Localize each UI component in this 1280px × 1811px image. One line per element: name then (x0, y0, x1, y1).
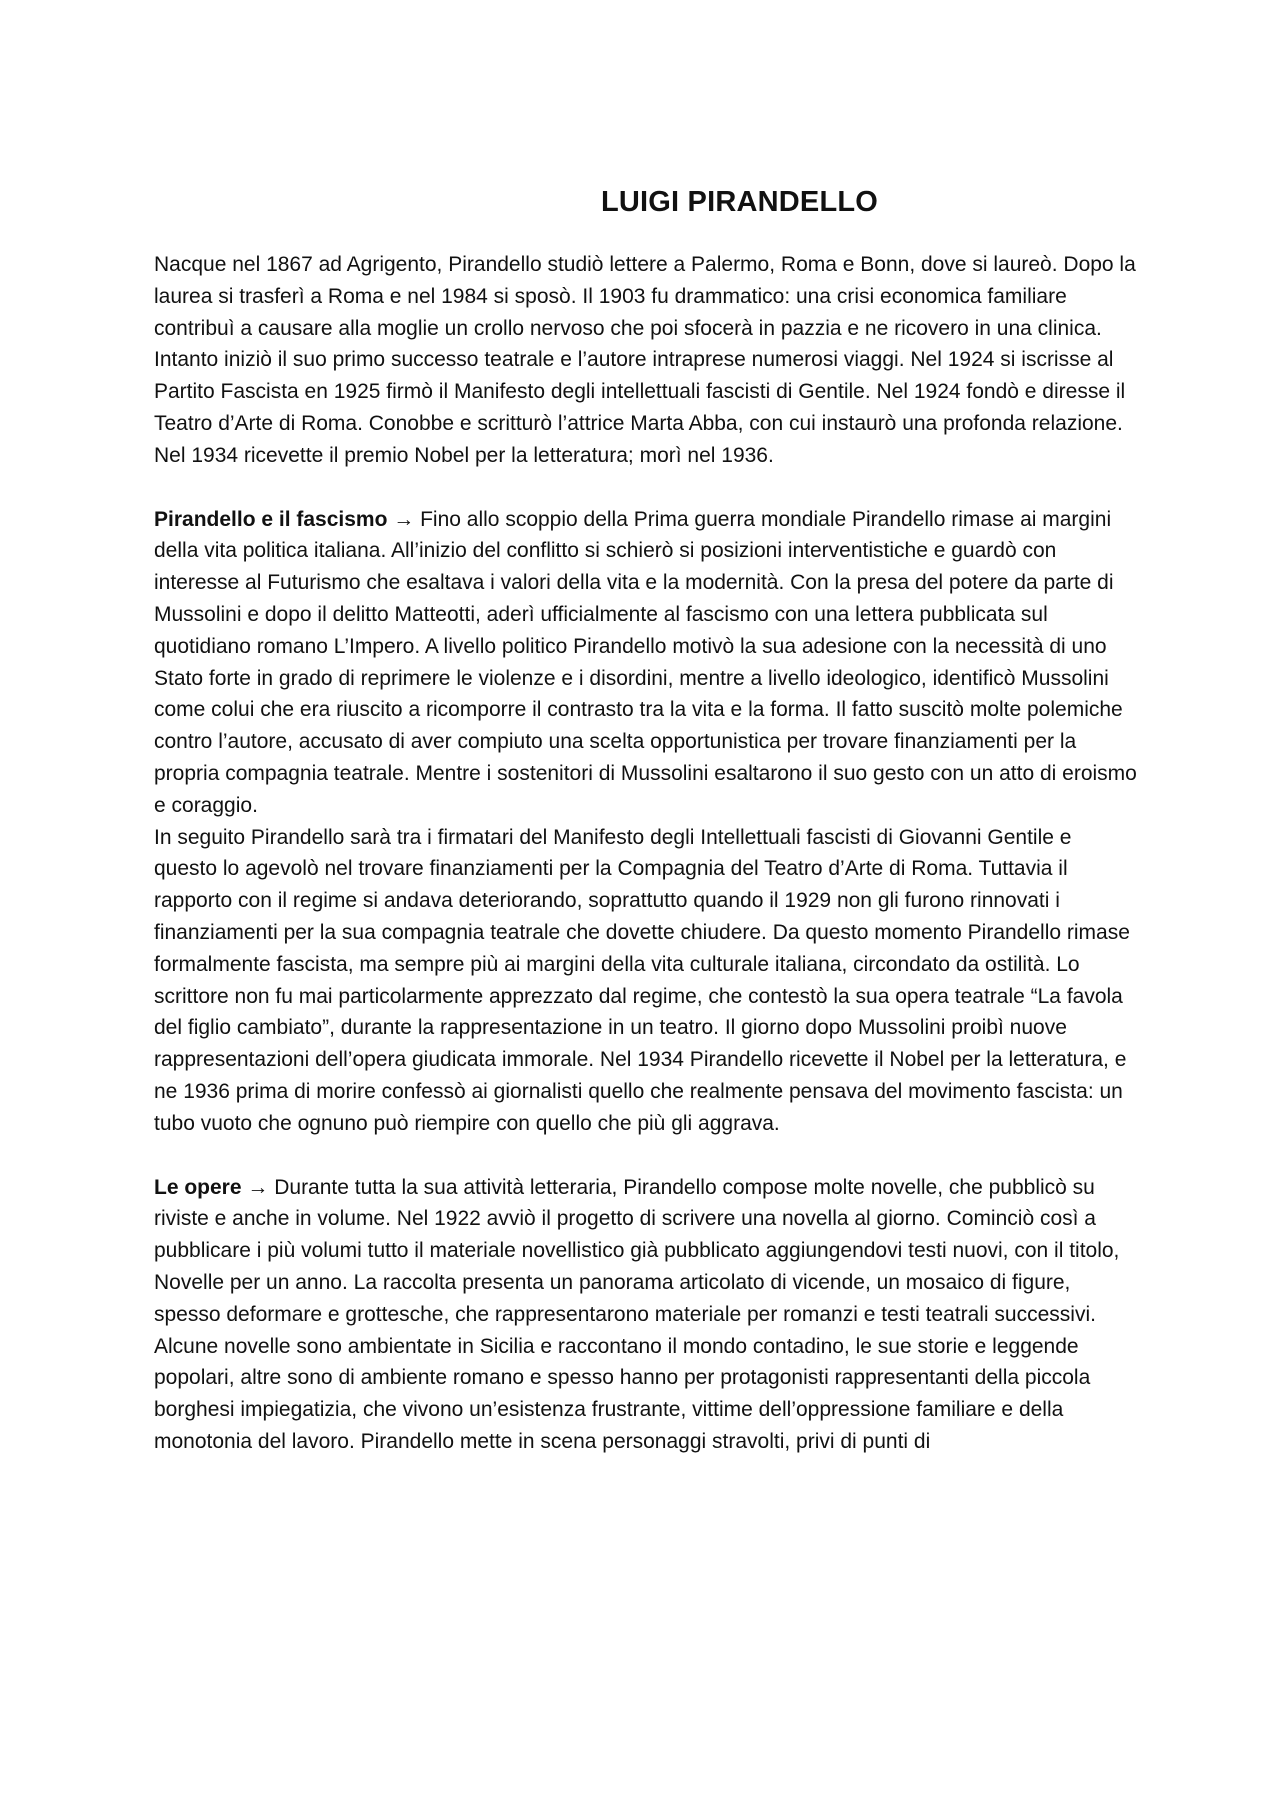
document-page (154, 186, 1139, 1458)
arrow-right-icon: → (247, 1175, 269, 1199)
page-title: LUIGI PIRANDELLO (600, 186, 879, 218)
opere-paragraph (154, 1172, 1139, 1458)
opere-text: Durante tutta la sua attività letteraria, Pirandello compose molte novelle, che pubblicò su riviste e anche in volume. Nel 1922 avviò il progetto di scrivere una novella al giorno. Cominciò così a pubblicare i più volumi tutto il materiale novellistico già pubblicato aggiungendovi testi nuovi, con il titolo, Novelle per un anno. La raccolta presenta un panorama articolato di vicende, un mosaico di figure, spesso deformare e grottesche, che rappresentarono materiale per romanzi e testi teatrali successivi. Alcune novelle sono ambientate in Sicilia e raccontano il mondo contadino, le sue storie e leggende popolari, altre sono di ambiente romano e spesso hanno per protagonisti rappresentanti della piccola borghesi impiegatizia, che vivono un’esistenza frustrante, vittime dell’oppressione familiare e della monotonia del lavoro. Pirandello mette in scena personaggi stravolti, privi di punti di (154, 1175, 1120, 1453)
fascismo-paragraph-continued: In seguito Pirandello sarà tra i firmatari del Manifesto degli Intellettuali fascisti di Giovanni Gentile e questo lo agevolò nel trovare finanziamenti per la Compagnia del Teatro d’Arte di Roma. Tuttavia il rapporto con il regime si andava deteriorando, soprattutto quando il 1929 non gli furono rinnovati i finanziamenti per la sua compagnia teatrale che dovette chiudere. Da questo momento Pirandello rimase formalmente fascista, ma sempre più ai margini della vita culturale italiana, circondato da ostilità. Lo scrittore non fu mai particolarmente apprezzato dal regime, che contestò la sua opera teatrale “La favola del figlio cambiato”, durante la rappresentazione in un teatro. Il giorno dopo Mussolini proibì nuove rappresentazioni dell’opera giudicata immorale. Nel 1934 Pirandello ricevette il Nobel per la letteratura, e ne 1936 prima di morire confessò ai giornalisti quello che realmente pensava del movimento fascista: un tubo vuoto che ognuno può riempire con quello che più gli aggrava. (154, 825, 1130, 1135)
opere-heading: Le opere (154, 1175, 242, 1199)
fascismo-text: Fino allo scoppio della Prima guerra mondiale Pirandello rimase ai margini della vita politica italiana. All’inizio del conflitto si schierò si posizioni interventistiche e guardò con interesse al Futurismo che esaltava i valori della vita e la modernità. Con la presa del potere da parte di Mussolini e dopo il delitto Matteotti, aderì ufficialmente al fascismo con una lettera pubblicata sul quotidiano romano L’Impero. A livello politico Pirandello motivò la sua adesione con la necessità di uno Stato forte in grado di reprimere le violenze e i disordini, mentre a livello ideologico, identificò Mussolini come colui che era riuscito a ricomporre il contrasto tra la vita e la forma. Il fatto suscitò molte polemiche contro l’autore, accusato di aver compiuto una scelta opportunistica per trovare finanziamenti per la propria compagnia teatrale. Mentre i sostenitori di Mussolini esaltarono il suo gesto con un atto di eroismo e coraggio. (154, 507, 1137, 817)
arrow-right-icon: → (393, 507, 415, 531)
fascismo-paragraph (154, 504, 1139, 822)
intro-paragraph: Nacque nel 1867 ad Agrigento, Pirandello studiò lettere a Palermo, Roma e Bonn, dove si laureò. Dopo la laurea si trasferì a Roma e nel 1984 si sposò. Il 1903 fu drammatico: una crisi economica familiare contribuì a causare alla moglie un crollo nervoso che poi sfocerà in pazzia e ne ricovero in una clinica. Intanto iniziò il suo primo successo teatrale e l’autore intraprese numerosi viaggi. Nel 1924 si iscrisse al Partito Fascista en 1925 firmò il Manifesto degli intellettuali fascisti di Gentile. Nel 1924 fondò e diresse il Teatro d’Arte di Roma. Conobbe e scritturò l’attrice Marta Abba, con cui instaurò una profonda relazione. Nel 1934 ricevette il premio Nobel per la letteratura; morì nel 1936. (154, 253, 1136, 467)
fascismo-heading: Pirandello e il fascismo (154, 507, 388, 531)
